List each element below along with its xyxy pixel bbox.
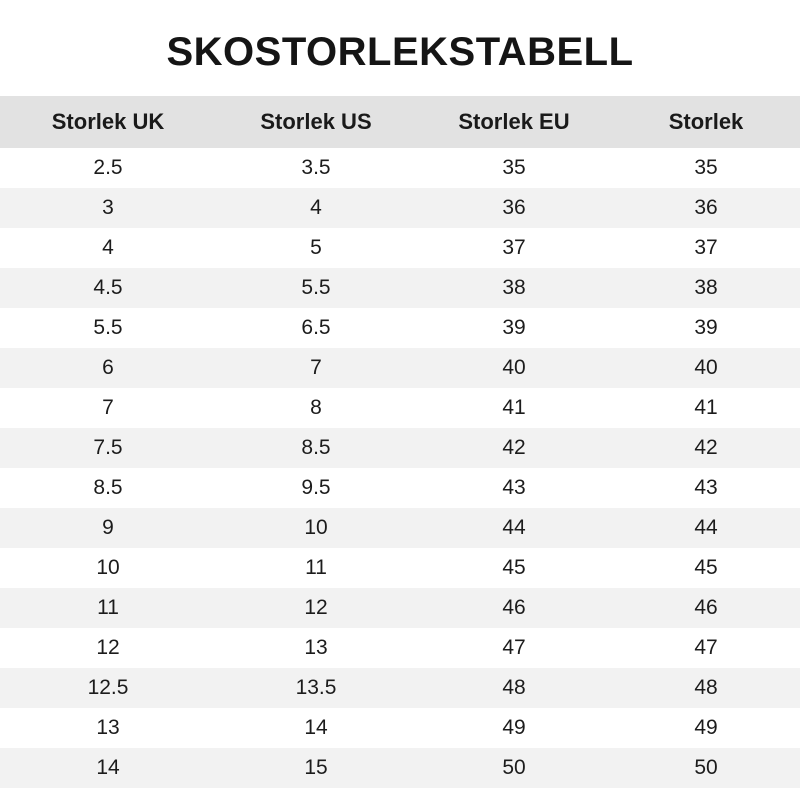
table-cell: 48 (416, 668, 612, 708)
size-table (0, 96, 800, 788)
table-cell: 37 (612, 228, 800, 268)
table-cell: 47 (612, 628, 800, 668)
table-cell: 4.5 (0, 268, 216, 308)
table-cell: 12 (0, 628, 216, 668)
table-cell: 7 (216, 348, 416, 388)
table-cell: 12.5 (0, 668, 216, 708)
table-cell: 49 (416, 708, 612, 748)
table-row (0, 748, 800, 788)
table-header (0, 96, 800, 148)
table-cell: 6 (0, 348, 216, 388)
table-cell: 13 (0, 708, 216, 748)
table-cell: 6.5 (216, 308, 416, 348)
table-cell: 5.5 (0, 308, 216, 348)
table-row (0, 148, 800, 188)
table-cell: 44 (612, 508, 800, 548)
table-cell: 44 (416, 508, 612, 548)
table-cell: 4 (0, 228, 216, 268)
table-cell: 5 (216, 228, 416, 268)
table-cell: 45 (612, 548, 800, 588)
table-cell: 7 (0, 388, 216, 428)
table-cell: 35 (612, 148, 800, 188)
table-cell: 4 (216, 188, 416, 228)
table-cell: 13 (216, 628, 416, 668)
table-cell: 47 (416, 628, 612, 668)
table-cell: 45 (416, 548, 612, 588)
column-header-uk: Storlek UK (0, 96, 216, 148)
table-cell: 3.5 (216, 148, 416, 188)
table-cell: 36 (416, 188, 612, 228)
table-cell: 8.5 (0, 468, 216, 508)
table-cell: 8 (216, 388, 416, 428)
table-cell: 41 (416, 388, 612, 428)
table-cell: 37 (416, 228, 612, 268)
table-cell: 40 (612, 348, 800, 388)
table-row (0, 588, 800, 628)
table-row (0, 308, 800, 348)
table-cell: 10 (0, 548, 216, 588)
table-cell: 43 (416, 468, 612, 508)
column-header-eu: Storlek EU (416, 96, 612, 148)
column-header-us: Storlek US (216, 96, 416, 148)
table-cell: 12 (216, 588, 416, 628)
table-cell: 49 (612, 708, 800, 748)
table-cell: 42 (612, 428, 800, 468)
table-cell: 48 (612, 668, 800, 708)
table-cell: 38 (416, 268, 612, 308)
table-cell: 39 (612, 308, 800, 348)
table-row (0, 548, 800, 588)
table-cell: 38 (612, 268, 800, 308)
table-row (0, 388, 800, 428)
table-cell: 50 (416, 748, 612, 788)
table-cell: 3 (0, 188, 216, 228)
table-cell: 11 (216, 548, 416, 588)
table-cell: 43 (612, 468, 800, 508)
table-row (0, 228, 800, 268)
table-cell: 39 (416, 308, 612, 348)
table-cell: 35 (416, 148, 612, 188)
table-cell: 5.5 (216, 268, 416, 308)
table-row (0, 428, 800, 468)
table-row (0, 508, 800, 548)
table-row (0, 348, 800, 388)
table-cell: 14 (0, 748, 216, 788)
table-cell: 2.5 (0, 148, 216, 188)
table-row (0, 628, 800, 668)
table-cell: 7.5 (0, 428, 216, 468)
table-cell: 14 (216, 708, 416, 748)
table-cell: 9.5 (216, 468, 416, 508)
table-cell: 41 (612, 388, 800, 428)
table-cell: 46 (612, 588, 800, 628)
table-body (0, 148, 800, 788)
table-cell: 13.5 (216, 668, 416, 708)
table-cell: 42 (416, 428, 612, 468)
table-cell: 9 (0, 508, 216, 548)
table-cell: 10 (216, 508, 416, 548)
table-header-row (0, 96, 800, 148)
table-row (0, 668, 800, 708)
table-row (0, 708, 800, 748)
table-cell: 15 (216, 748, 416, 788)
table-row (0, 188, 800, 228)
table-cell: 8.5 (216, 428, 416, 468)
table-row (0, 268, 800, 308)
table-cell: 36 (612, 188, 800, 228)
page-title: SKOSTORLEKSTABELL (166, 30, 634, 74)
table-row (0, 468, 800, 508)
table-cell: 11 (0, 588, 216, 628)
table-cell: 46 (416, 588, 612, 628)
column-header-size: Storlek (612, 96, 800, 148)
table-cell: 40 (416, 348, 612, 388)
table-cell: 50 (612, 748, 800, 788)
